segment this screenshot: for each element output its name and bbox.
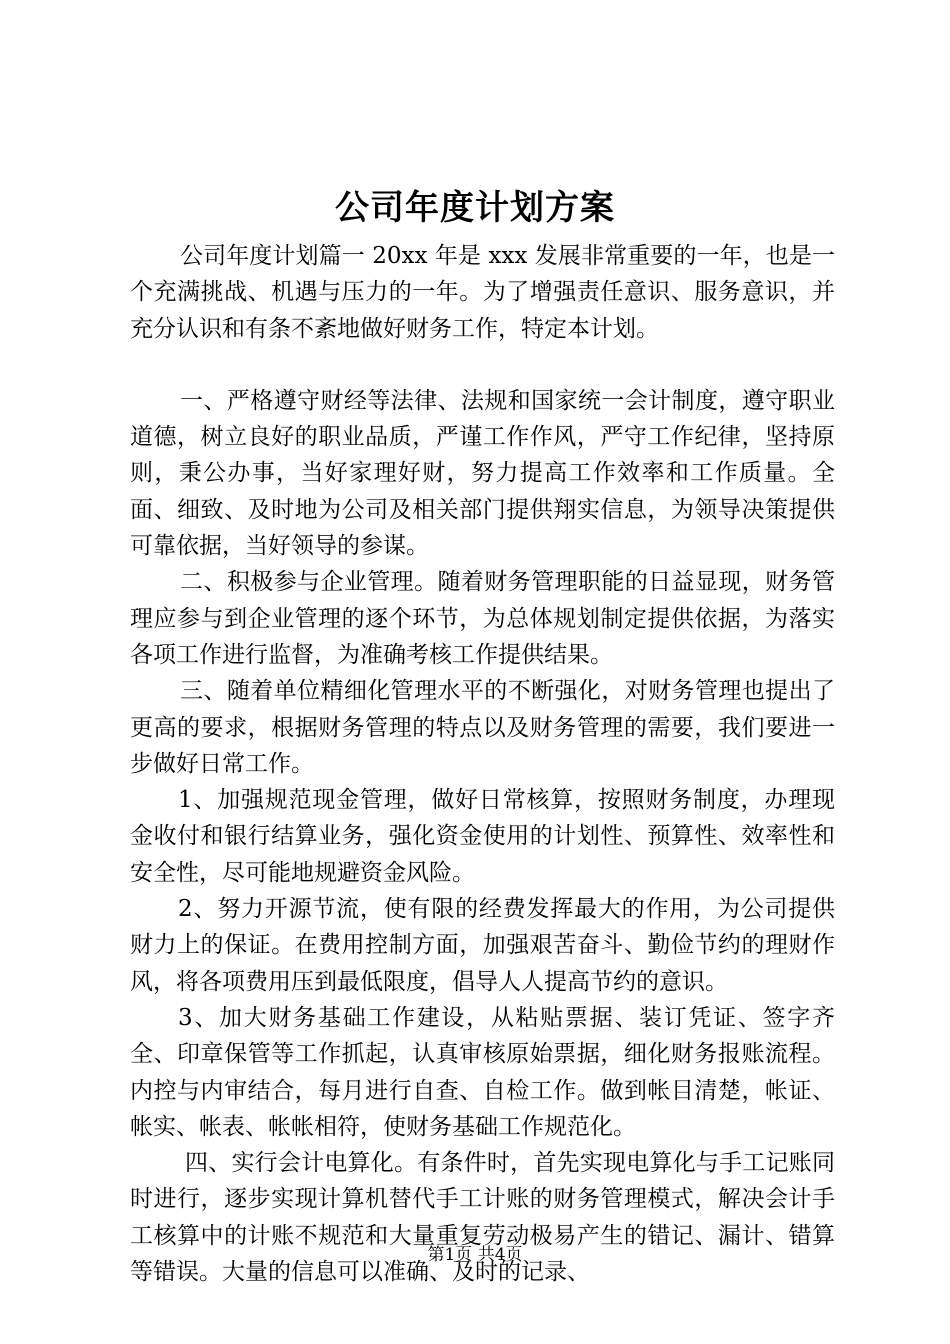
paragraph-intro: 公司年度计划篇一 20xx 年是 xxx 发展非常重要的一年，也是一个充满挑战、机遇与压力的一年。为了增强责任意识、服务意识，并充分认识和有条不紊地做好财务工作，特定本计划。: [130, 243, 835, 342]
paragraph-item-1: 1、加强规范现金管理，做好日常核算，按照财务制度，办理现金收付和银行结算业务，强化资金使用的计划性、预算性、效率性和安全性，尽可能地规避资金风险。: [130, 787, 835, 886]
document-body: [130, 238, 835, 1290]
document-title: 公司年度计划方案: [335, 188, 615, 228]
page-indicator: 第1页 共4页: [427, 1245, 523, 1265]
paragraph-section-1: 一、严格遵守财经等法律、法规和国家统一会计制度，遵守职业道德，树立良好的职业品质，严谨工作作风，严守工作纪律，坚持原则，秉公办事，当好家理好财，努力提高工作效率和工作质量。全面、细致、及时地为公司及相关部门提供翔实信息，为领导决策提供可靠依据，当好领导的参谋。: [130, 387, 835, 560]
paragraph-section-4: 四、实行会计电算化。有条件时，首先实现电算化与手工记账同时进行，逐步实现计算机替代手工计账的财务管理模式，解决会计手工核算中的计账不规范和大量重复劳动极易产生的错记、漏计、错算等错误。大量的信息可以准确、及时的记录、: [130, 1150, 835, 1286]
paragraph-item-2: 2、努力开源节流，使有限的经费发挥最大的作用，为公司提供财力上的保证。在费用控制方面，加强艰苦奋斗、勤俭节约的理财作风，将各项费用压到最低限度，倡导人人提高节约的意识。: [130, 896, 835, 995]
paragraph-section-3: 三、随着单位精细化管理水平的不断强化，对财务管理也提出了更高的要求，根据财务管理的特点以及财务管理的需要，我们要进一步做好日常工作。: [130, 678, 835, 777]
paragraph-section-2: 二、积极参与企业管理。随着财务管理职能的日益显现，财务管理应参与到企业管理的逐个环节，为总体规划制定提供依据，为落实各项工作进行监督，为准确考核工作提供结果。: [130, 569, 835, 668]
paragraph-item-3: 3、加大财务基础工作建设，从粘贴票据、装订凭证、签字齐全、印章保管等工作抓起，认真审核原始票据，细化财务报账流程。内控与内审结合，每月进行自查、自检工作。做到帐目清楚，帐证、帐实、帐表、帐帐相符，使财务基础工作规范化。: [130, 1004, 835, 1140]
